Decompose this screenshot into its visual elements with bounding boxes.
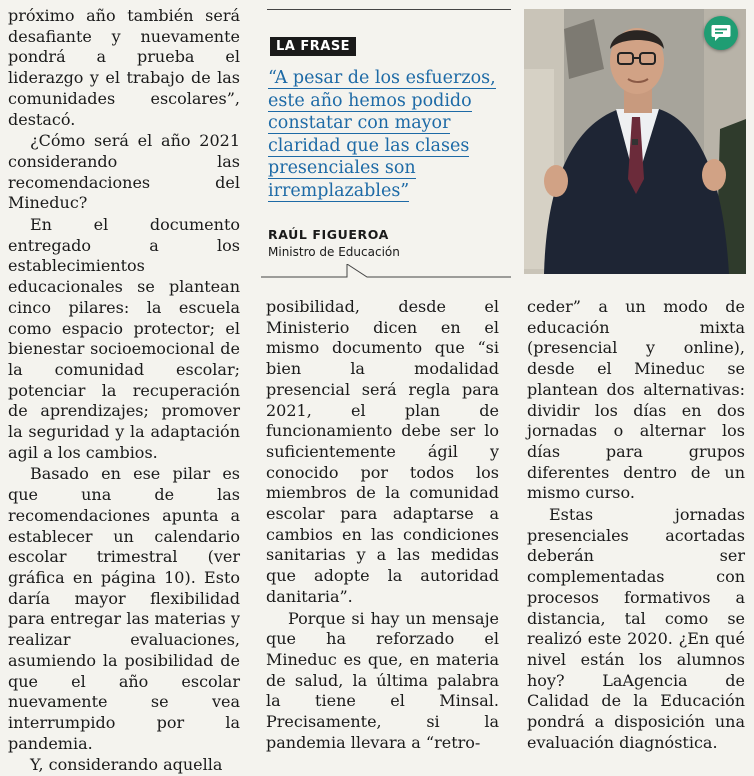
pull-quote (268, 67, 513, 202)
paragraph: posibilidad, desde el Ministerio dicen en el mismo documento que “si bien la modalidad presencial será regla para 2021, el plan de funcionamiento debe ser lo suficientemente ágil y conocido por todos los miembros de la comunidad escolar para adaptarse a cambios en las condiciones sanitarias y a las medidas que adopte la autoridad danitaria”. (266, 297, 499, 606)
article-column-1 (8, 6, 240, 776)
speech-pointer-line (261, 264, 511, 284)
portrait-illustration (524, 9, 746, 274)
la-frase-box (261, 9, 511, 274)
paragraph: Y, considerando aquella (30, 755, 223, 775)
paragraph: ¿Cómo será el año 2021 considerando las recomendaciones del Mineduc? (8, 131, 240, 213)
paragraph: En el documento entregado a los establecimientos educacionales se plantean cinco pilares: la escuela como espacio protector; el bienestar socioemocional de la comunidad escolar; potenciar la recuperación de aprendizajes; promover la seguridad y la adaptación agil a los cambios. (8, 215, 240, 462)
pull-quote-text: “A pesar de los esfuerzos, este año hemos podido constatar con mayor claridad que las clases presenciales son irremplazables” (268, 68, 496, 201)
divider (267, 9, 511, 10)
quote-author: RAÚL FIGUEROA (268, 227, 389, 242)
chat-button[interactable] (704, 16, 738, 50)
section-tag: LA FRASE (270, 37, 356, 56)
paragraph: Estas jornadas presenciales acortadas deberán ser complementadas con procesos formativos a distancia, tal como se realizó este 2020. ¿En qué nivel están los alumnos hoy? LaAgencia de Calidad de la Educación pondrá a disposición una evaluación diagnóstica. (527, 505, 745, 752)
article-column-2 (266, 297, 499, 753)
paragraph: ceder” a un modo de educación mixta (presencial y online), desde el Mineduc se plantean dos alternativas: dividir los días en dos jornadas o alternar los días para grupos diferentes dentro de un mismo curso. (527, 297, 745, 503)
minister-photo (524, 9, 746, 274)
paragraph: Porque si hay un mensaje que ha reforzado el Mineduc es que, en materia de salud, la última palabra la tiene el Minsal. Precisamente, si la pandemia llevara a “retro- (266, 608, 499, 752)
paragraph: Basado en ese pilar es que una de las recomendaciones apunta a establecer un calendario escolar trimestral (ver gráfica en página 10). Esto daría mayor flexibilidad para entregar las materias y realizar evaluaciones, asumiendo la posibilidad de que el año escolar nuevamente se vea interrumpido por la pandemia. (8, 464, 240, 753)
chat-bubble-icon (711, 24, 731, 42)
paragraph: próximo año también será desafiante y nuevamente pondrá a prueba el liderazgo y el trabajo de las comunidades escolares”, destacó. (8, 6, 240, 129)
quote-author-role: Ministro de Educación (268, 245, 400, 259)
article-column-3 (527, 297, 745, 753)
